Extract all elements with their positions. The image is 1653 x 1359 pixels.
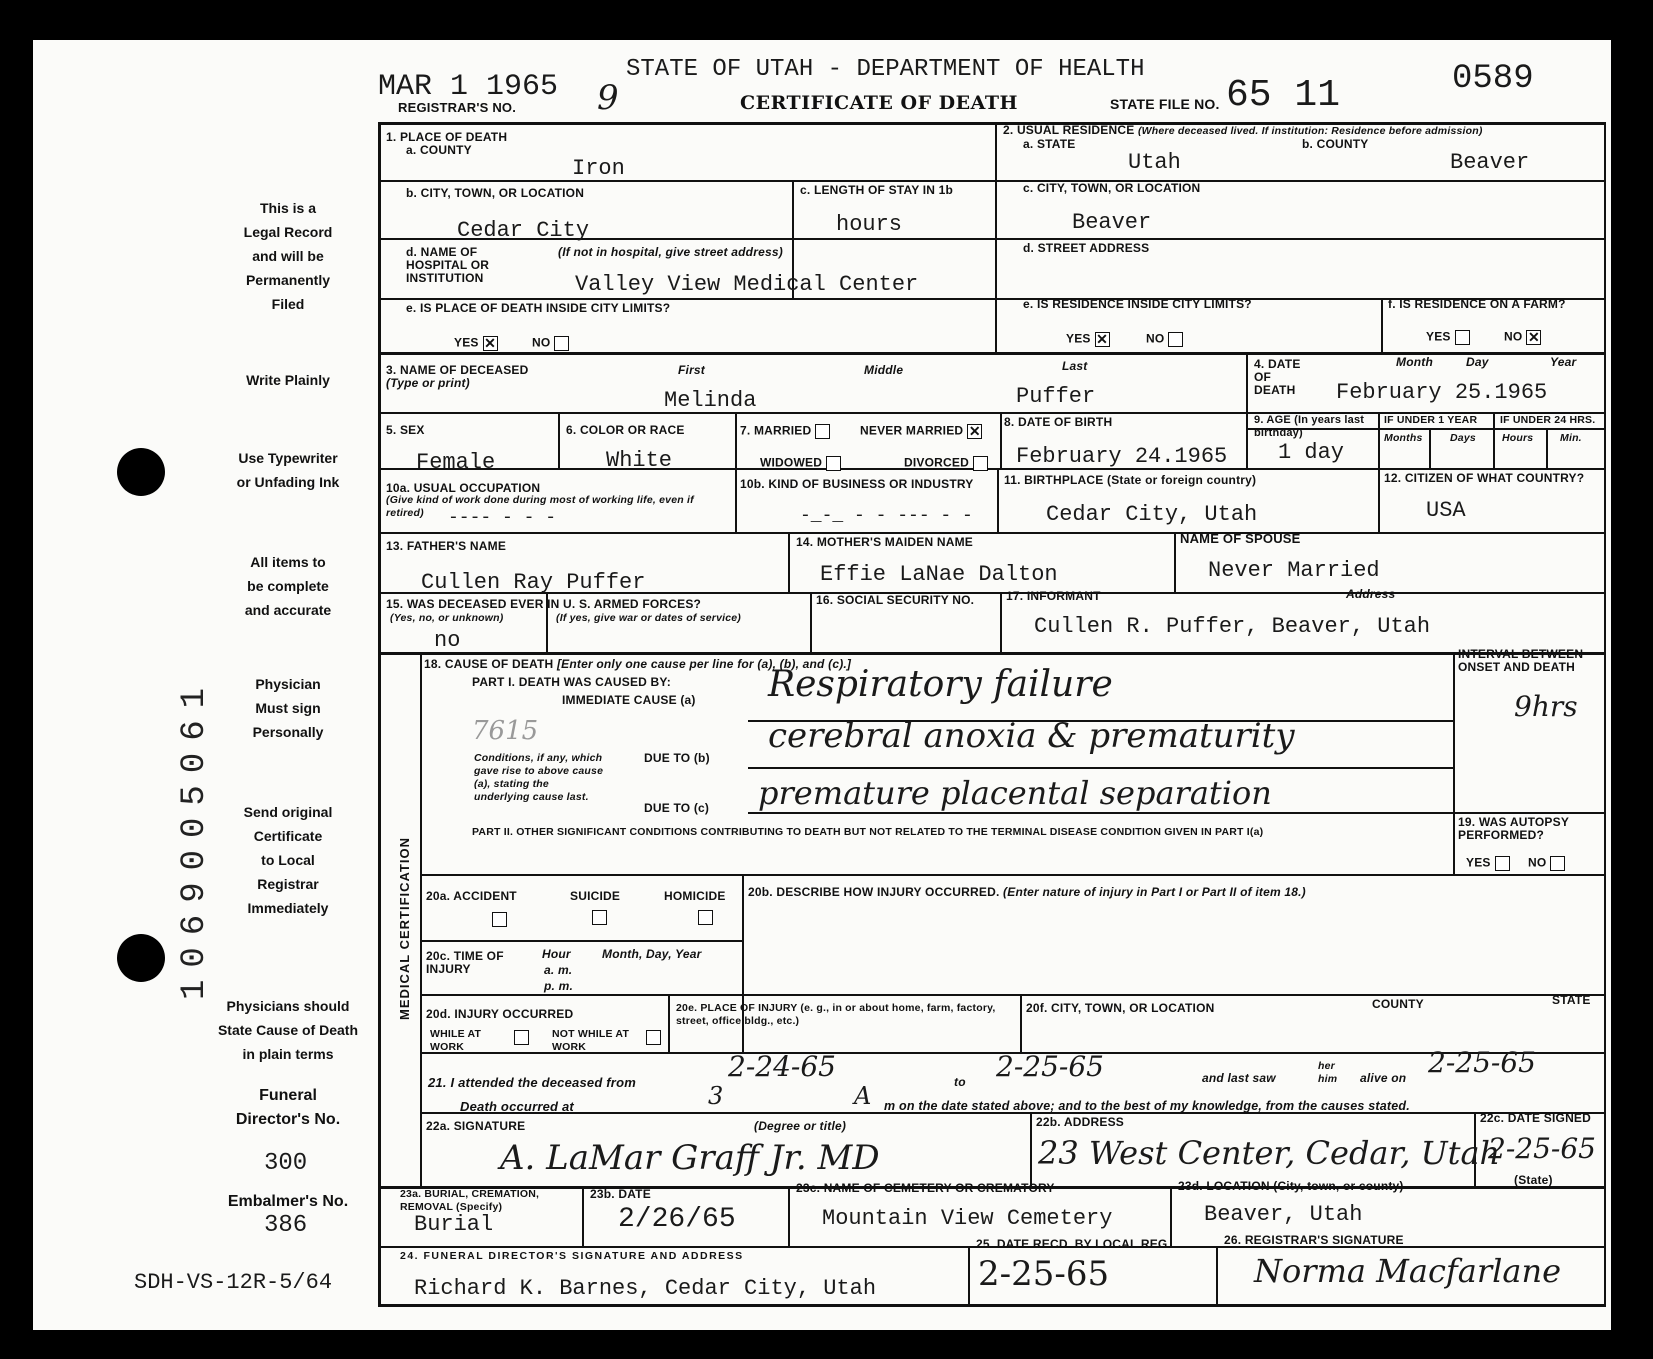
- label-armed-note: (Yes, no, or unknown): [390, 612, 504, 624]
- side-number: 1069005061: [176, 675, 214, 1000]
- autopsy-no: NO: [1528, 856, 1565, 871]
- label-homicide: HOMICIDE: [664, 889, 726, 903]
- spouse-name: Never Married: [1208, 558, 1380, 583]
- label-cause-of-death: 18. CAUSE OF DEATH [Enter only one cause per line for (a), (b), and (c).]: [424, 657, 852, 671]
- death-county: Iron: [572, 156, 625, 181]
- registrar-signature: Norma Macfarlane: [1254, 1252, 1561, 1290]
- checkbox-married[interactable]: [815, 424, 830, 439]
- label-cemetery: 23c. NAME OF CEMETERY OR CREMATORY: [796, 1181, 1055, 1195]
- sidebar-complete: All items to be complete and accurate: [244, 554, 332, 618]
- label-residence-state: a. STATE: [1023, 137, 1076, 151]
- label-business: 10b. KIND OF BUSINESS OR INDUSTRY: [740, 477, 974, 491]
- certificate-title: CERTIFICATE OF DEATH: [740, 92, 1018, 114]
- residence-city-limits-no: NO: [1146, 332, 1183, 347]
- checkbox-homicide[interactable]: [698, 910, 713, 925]
- label-time-of-injury: 20c. TIME OF INJURY: [426, 949, 504, 976]
- label-mother: 14. MOTHER'S MAIDEN NAME: [796, 535, 974, 549]
- checkbox-no[interactable]: [1168, 332, 1183, 347]
- business: -_-_ - - --- - -: [800, 506, 973, 526]
- informant: Cullen R. Puffer, Beaver, Utah: [1034, 614, 1431, 639]
- label-last-saw: and last saw: [1202, 1071, 1276, 1085]
- death-city-limits-no: NO: [532, 336, 569, 351]
- occupation: ---- - - -: [448, 508, 557, 528]
- death-city: Cedar City: [457, 218, 590, 243]
- label-death-occurred-at: Death occurred at: [460, 1099, 574, 1114]
- checkbox-autopsy-no[interactable]: [1550, 856, 1565, 871]
- label-death-city: b. CITY, TOWN, OR LOCATION: [406, 186, 585, 200]
- label-usual-residence: 2. USUAL RESIDENCE (Where deceased lived. If institution: Residence before admission): [1003, 123, 1483, 137]
- label-months: Months: [1384, 432, 1423, 444]
- farm-no: NO ✕: [1504, 329, 1540, 345]
- punch-hole: [117, 448, 165, 496]
- divorced-option: DIVORCED: [904, 456, 988, 471]
- armed-forces: no: [434, 628, 461, 653]
- attended-to: 2-25-65: [996, 1050, 1104, 1083]
- label-date-signed: 22c. DATE SIGNED: [1480, 1111, 1592, 1125]
- married-option: 7. MARRIED: [740, 424, 830, 439]
- medical-certification-label: MEDICAL CERTIFICATION: [397, 836, 412, 1020]
- label-interval: INTERVAL BETWEEN ONSET AND DEATH: [1458, 647, 1584, 674]
- label-year: Year: [1550, 355, 1577, 369]
- checkbox-divorced[interactable]: [973, 456, 988, 471]
- label-death-city-limits: e. IS PLACE OF DEATH INSIDE CITY LIMITS?: [406, 301, 671, 315]
- state-file-no: 65 11: [1226, 74, 1341, 117]
- label-due-to-c: DUE TO (c): [644, 801, 710, 815]
- residence-city: Beaver: [1072, 210, 1152, 235]
- funeral-director-label: Funeral Director's No.: [235, 1087, 341, 1128]
- label-part2: PART II. OTHER SIGNIFICANT CONDITIONS CONTRIBUTING TO DEATH BUT NOT RELATED TO THE TERMINAL DISEASE CONDITION GIVEN IN PART I(a): [472, 826, 1264, 838]
- label-place-of-injury: 20e. PLACE OF INJURY (e. g., in or about home, farm, factory, street, office bldg., etc.): [676, 1002, 996, 1027]
- label-under-24-hours: IF UNDER 24 HRS.: [1500, 414, 1596, 426]
- label-under-1-year: IF UNDER 1 YEAR: [1384, 414, 1478, 426]
- label-sex: 5. SEX: [386, 423, 425, 437]
- label-armed-forces: 15. WAS DECEASED EVER IN U. S. ARMED FORCES?: [386, 597, 702, 611]
- autopsy-yes: YES: [1466, 856, 1510, 871]
- state-file-label: STATE FILE NO.: [1110, 96, 1220, 112]
- checkbox-yes-checked[interactable]: ✕: [1096, 331, 1109, 347]
- cause-a: Respiratory failure: [768, 664, 1113, 705]
- date-of-birth: February 24.1965: [1016, 444, 1228, 469]
- label-spouse: NAME OF SPOUSE: [1180, 531, 1301, 546]
- registrar-label: REGISTRAR'S NO.: [398, 100, 517, 115]
- label-residence-city: c. CITY, TOWN, OR LOCATION: [1023, 181, 1201, 195]
- cause-c: premature placental separation: [758, 774, 1272, 812]
- label-disposition: 23a. BURIAL, CREMATION, REMOVAL (Specify): [400, 1188, 540, 1213]
- punch-hole: [117, 934, 165, 982]
- sidebar-cause-terms: Physicians should State Cause of Death in plain terms: [217, 998, 359, 1062]
- residence-state: Utah: [1128, 150, 1181, 175]
- label-name-of-deceased: 3. NAME OF DECEASED (Type or print): [386, 363, 529, 390]
- label-accident: 20a. ACCIDENT: [426, 889, 517, 903]
- checkbox-suicide[interactable]: [592, 910, 607, 925]
- label-occupation: 10a. USUAL OCCUPATION: [386, 481, 541, 495]
- sidebar-typewriter: Use Typewriter or Unfading Ink: [236, 450, 340, 490]
- label-citizen: 12. CITIZEN OF WHAT COUNTRY?: [1384, 471, 1585, 485]
- residence-city-limits-yes: YES ✕: [1066, 331, 1109, 347]
- label-attended-from: 21. I attended the deceased from: [428, 1075, 636, 1090]
- label-min: Min.: [1560, 432, 1582, 444]
- label-residence-city-limits: e. IS RESIDENCE INSIDE CITY LIMITS?: [1023, 297, 1252, 311]
- label-alive-on: alive on: [1360, 1071, 1407, 1085]
- checkbox-accident[interactable]: [492, 912, 507, 927]
- checkbox-yes-checked[interactable]: ✕: [484, 335, 497, 351]
- while-at-work: WHILE AT WORK: [430, 1028, 482, 1053]
- label-immediate-cause: IMMEDIATE CAUSE (a): [562, 693, 696, 707]
- label-days: Days: [1450, 432, 1476, 444]
- race: White: [606, 448, 673, 473]
- farm-yes: YES: [1426, 330, 1470, 345]
- label-burial-state: (State): [1514, 1173, 1553, 1187]
- label-first: First: [678, 363, 706, 377]
- label-hours: Hours: [1502, 432, 1534, 444]
- label-informant-address: Address: [1346, 587, 1396, 601]
- funeral-director-no: 300: [264, 1150, 308, 1177]
- label-suicide: SUICIDE: [570, 889, 621, 903]
- label-last: Last: [1062, 359, 1088, 373]
- alive-date: 2-25-65: [1428, 1046, 1536, 1079]
- checkbox-never-married-checked[interactable]: ✕: [968, 423, 981, 439]
- label-month: Month: [1396, 355, 1433, 369]
- embalmer-label: Embalmer's No.: [227, 1193, 349, 1210]
- funeral-director: Richard K. Barnes, Cedar City, Utah: [414, 1276, 877, 1301]
- certificate-no: 0589: [1452, 60, 1534, 98]
- sidebar-physician: Physician Must sign Personally: [252, 676, 324, 740]
- age: 1 day: [1278, 440, 1345, 465]
- label-date-of-death: 4. DATE OF DEATH: [1254, 357, 1301, 397]
- label-injury-county: COUNTY: [1372, 997, 1424, 1011]
- widowed-option: WIDOWED: [760, 456, 841, 471]
- label-how-injury: 20b. DESCRIBE HOW INJURY OCCURRED. (Enter nature of injury in Part I or Part II of item 18.): [748, 885, 1306, 899]
- label-race: 6. COLOR OR RACE: [566, 423, 685, 437]
- citizen: USA: [1426, 498, 1466, 523]
- cemetery: Mountain View Cemetery: [822, 1206, 1113, 1231]
- date-received: 2-25-65: [978, 1254, 1110, 1294]
- label-degree: (Degree or title): [754, 1119, 847, 1133]
- label-length-of-stay: c. LENGTH OF STAY IN 1b: [800, 183, 954, 197]
- label-birthplace: 11. BIRTHPLACE (State or foreign country): [1004, 473, 1257, 487]
- label-injury-occurred: 20d. INJURY OCCURRED: [426, 1007, 574, 1021]
- label-date-of-birth: 8. DATE OF BIRTH: [1004, 415, 1113, 429]
- label-autopsy: 19. WAS AUTOPSY PERFORMED?: [1458, 815, 1569, 842]
- sidebar-send-original: Send original Certificate to Local Registrar Immediately: [243, 804, 333, 916]
- label-armed-note-2: (If yes, give war or dates of service): [556, 612, 742, 624]
- label-place-of-death: 1. PLACE OF DEATH a. COUNTY: [386, 130, 508, 157]
- label-injury-state: STATE: [1552, 993, 1591, 1007]
- label-to: to: [954, 1075, 966, 1089]
- label-pm: p. m.: [544, 979, 574, 993]
- attended-from: 2-24-65: [728, 1050, 836, 1083]
- registrar-date: MAR 1 1965: [378, 70, 559, 104]
- label-registrar-signature: 26. REGISTRAR'S SIGNATURE: [1224, 1233, 1404, 1247]
- burial-location: Beaver, Utah: [1204, 1202, 1363, 1227]
- checkbox-while-at-work[interactable]: [514, 1030, 529, 1045]
- birthplace: Cedar City, Utah: [1046, 502, 1258, 527]
- label-hospital-note: (If not in hospital, give street address): [558, 245, 783, 259]
- label-informant: 17. INFORMANT: [1006, 589, 1101, 603]
- label-part1: PART I. DEATH WAS CAUSED BY:: [472, 675, 671, 689]
- label-burial-date: 23b. DATE: [590, 1187, 651, 1201]
- checkbox-not-while-at-work[interactable]: [646, 1030, 661, 1045]
- mother-name: Effie LaNae Dalton: [820, 562, 1058, 587]
- label-month-day-year: Month, Day, Year: [602, 947, 702, 961]
- label-residence-county: b. COUNTY: [1302, 137, 1369, 151]
- label-physician-address: 22b. ADDRESS: [1036, 1115, 1124, 1129]
- label-signature: 22a. SIGNATURE: [426, 1119, 526, 1133]
- interval: 9hrs: [1514, 690, 1578, 723]
- checkbox-no-checked[interactable]: ✕: [1527, 329, 1540, 345]
- label-her-him: her him: [1318, 1060, 1338, 1085]
- label-burial-location: 23d. LOCATION (City, town, or county): [1178, 1179, 1404, 1193]
- date-signed: 2-25-65: [1488, 1132, 1596, 1165]
- label-conditions-note: Conditions, if any, which gave rise to above cause (a), stating the underlying cause last.: [474, 752, 604, 803]
- label-funeral-director: 24. FUNERAL DIRECTOR'S SIGNATURE AND ADDRESS: [400, 1250, 744, 1262]
- deceased-first-name: Melinda: [664, 388, 757, 413]
- label-date-received: 25. DATE RECD. BY LOCAL REG.: [976, 1237, 1171, 1251]
- physician-signature: A. LaMar Graff Jr. MD: [500, 1138, 880, 1178]
- embalmer-no: 386: [264, 1212, 308, 1239]
- disposition: Burial: [414, 1212, 494, 1237]
- label-injury-city: 20f. CITY, TOWN, OR LOCATION: [1026, 1001, 1215, 1015]
- classification-code: 7615: [472, 716, 539, 746]
- state-department: STATE OF UTAH - DEPARTMENT OF HEALTH: [626, 56, 1145, 83]
- not-while-at-work: NOT WHILE AT WORK: [552, 1028, 630, 1053]
- deceased-last-name: Puffer: [1016, 384, 1096, 409]
- label-hospital: d. NAME OF HOSPITAL OR INSTITUTION: [406, 245, 490, 285]
- sidebar-legal-note: This is a Legal Record and will be Permanently Filed: [243, 200, 333, 312]
- label-social-security: 16. SOCIAL SECURITY NO.: [816, 593, 975, 607]
- cause-b: cerebral anoxia & prematurity: [768, 716, 1295, 756]
- hospital-name: Valley View Medical Center: [575, 272, 919, 297]
- death-occurred-text: m on the date stated above; and to the best of my knowledge, from the causes stated.: [884, 1099, 1410, 1113]
- registrar-no: 9: [597, 78, 619, 118]
- burial-date: 2/26/65: [618, 1204, 736, 1235]
- label-middle: Middle: [864, 363, 904, 377]
- death-occurred-time: 3: [708, 1082, 724, 1110]
- date-of-death: February 25.1965: [1336, 380, 1548, 405]
- physician-address: 23 West Center, Cedar, Utah: [1038, 1134, 1501, 1172]
- label-day: Day: [1466, 355, 1489, 369]
- never-married-option: NEVER MARRIED ✕: [860, 423, 981, 439]
- length-of-stay: hours: [836, 212, 903, 237]
- label-age: 9. AGE (In years last birthday): [1254, 414, 1365, 439]
- father-name: Cullen Ray Puffer: [421, 570, 646, 595]
- label-occupation-note: (Give kind of work done during most of working life, even if retired): [386, 494, 694, 519]
- checkbox-widowed[interactable]: [826, 456, 841, 471]
- checkbox-no[interactable]: [554, 336, 569, 351]
- form-number: SDH-VS-12R-5/64: [134, 1270, 333, 1295]
- label-father: 13. FATHER'S NAME: [386, 539, 507, 553]
- sidebar-write-plainly: Write Plainly: [246, 372, 330, 388]
- label-am: a. m.: [544, 963, 573, 977]
- checkbox-yes[interactable]: [1455, 330, 1470, 345]
- checkbox-autopsy-yes[interactable]: [1495, 856, 1510, 871]
- label-hour: Hour: [542, 947, 571, 961]
- sex: Female: [416, 450, 496, 475]
- death-city-limits-yes: YES ✕: [454, 335, 497, 351]
- label-street-address: d. STREET ADDRESS: [1023, 241, 1150, 255]
- residence-county: Beaver: [1450, 150, 1530, 175]
- label-farm: f. IS RESIDENCE ON A FARM?: [1388, 297, 1566, 311]
- death-occurred-ampm: A: [854, 1082, 872, 1110]
- label-due-to-b: DUE TO (b): [644, 751, 710, 765]
